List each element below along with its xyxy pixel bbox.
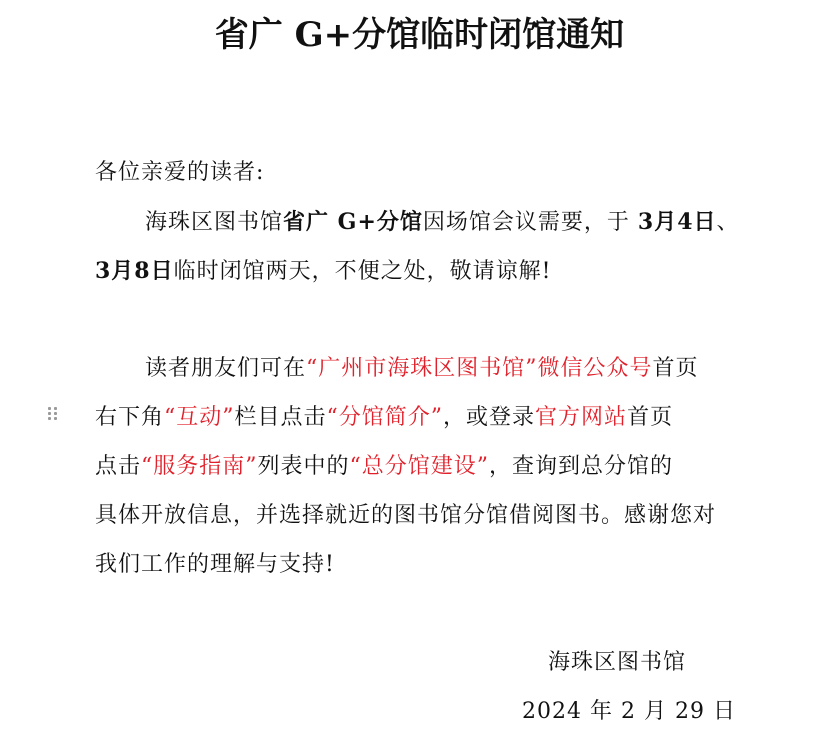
para2-homepage-2: 首页 (627, 405, 674, 430)
paragraph-2-line-4: 具体开放信息，并选择就近的图书馆分馆借阅图书。感谢您对 (95, 503, 717, 528)
branch-construction-link[interactable]: “总分馆建设” (349, 454, 490, 479)
para1-branch: 省广 G+分馆 (283, 209, 423, 235)
para2-click: 点击 (95, 454, 142, 479)
official-website-link[interactable]: 官方网站 (535, 405, 628, 430)
branch-intro-link[interactable]: “分馆简介” (326, 405, 444, 430)
salutation: 各位亲爱的读者: (95, 160, 265, 185)
para2-intro: 读者朋友们可在 (145, 356, 307, 381)
para2-corner: 右下角 (95, 405, 165, 430)
para1-library: 海珠区图书馆 (145, 210, 284, 235)
paragraph-2-line-2 (95, 403, 673, 433)
service-guide-link[interactable]: “服务指南” (141, 454, 258, 479)
signature-organization: 海珠区图书馆 (548, 650, 687, 675)
para1-date-1: 3月4日 (637, 209, 717, 235)
paragraph-1-line-2 (95, 256, 551, 287)
paragraph-2-line-3 (95, 452, 673, 482)
para2-homepage: 首页 (652, 356, 699, 381)
para1-reason: 因场馆会议需要，于 (422, 210, 638, 235)
interaction-link[interactable]: “互动” (164, 405, 235, 430)
drag-handle-icon[interactable] (48, 407, 58, 423)
para1-separator: 、 (716, 210, 740, 235)
para2-list: 列表中的 (257, 454, 350, 479)
page-title: 省广 G+分馆临时闭馆通知 (214, 15, 625, 55)
paragraph-1-line-1 (145, 207, 740, 238)
paragraph-2-line-1 (145, 354, 699, 384)
para2-or-login: ，或登录 (443, 405, 536, 430)
para2-column: 栏目点击 (234, 405, 327, 430)
para2-query: ，查询到总分馆的 (489, 454, 674, 479)
para1-date-2: 3月8日 (95, 258, 174, 284)
signature-date: 2024 年 2 月 29 日 (522, 699, 736, 724)
para1-closing: 临时闭馆两天，不便之处，敬请谅解! (173, 259, 552, 284)
wechat-account-link[interactable]: “广州市海珠区图书馆”微信公众号 (306, 356, 653, 381)
paragraph-2-line-5: 我们工作的理解与支持! (95, 552, 335, 577)
